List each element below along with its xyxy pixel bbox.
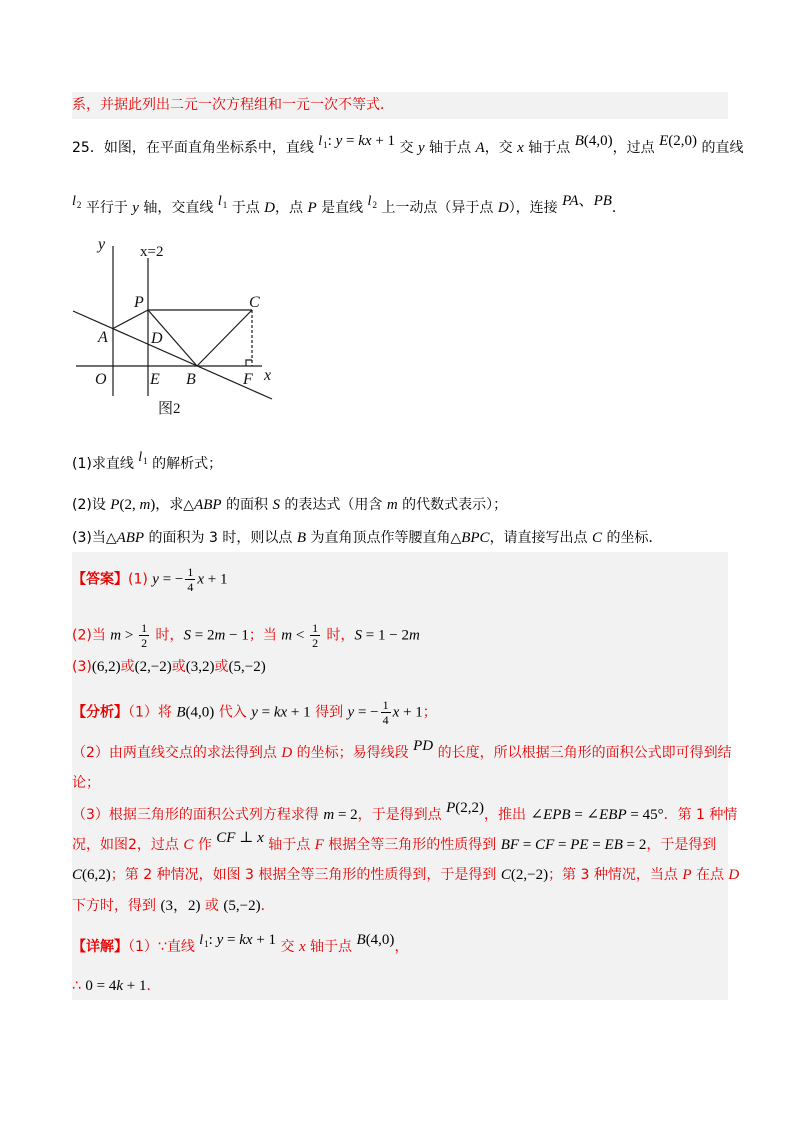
formula: (3,2) (185, 659, 215, 675)
math-variable: x (392, 704, 400, 721)
line-subscript: 1 (323, 140, 328, 150)
question-3 (72, 528, 662, 548)
formula: : y = kx + 1 (327, 133, 396, 149)
text-run: 上一动点（异于点 (376, 200, 498, 216)
math-variable: C (535, 837, 546, 853)
text-run: 在点 (691, 867, 729, 883)
math-variable: F (545, 837, 555, 853)
line-symbol (138, 449, 147, 465)
text-run: （1）∵直线 (128, 939, 200, 955)
math-variable: k (239, 932, 246, 948)
section-heading: 【详解】 (72, 939, 128, 955)
text-run: 或 (200, 898, 224, 914)
formula: y = − (152, 571, 184, 588)
formula: : y = kx + 1 (208, 932, 277, 948)
line-symbol (318, 133, 327, 149)
text-run: 得到 (310, 704, 348, 721)
text-run: ． (260, 898, 275, 914)
formula: (2,−2) (134, 659, 172, 675)
text-run: ，推出 (484, 807, 531, 823)
text-run: ，过点 (612, 140, 660, 156)
italic-symbol: y (132, 200, 139, 216)
fraction (185, 566, 195, 593)
line-subscript: 1 (143, 456, 148, 466)
line-letter: l (138, 450, 143, 465)
text-run: ∴ (72, 978, 86, 994)
formula: B(4,0) (356, 932, 395, 948)
text-run: ，于是得到 (646, 837, 717, 853)
math-variable: y (152, 571, 159, 588)
line-symbol (72, 193, 81, 209)
fraction-denominator: 4 (382, 713, 389, 727)
right-angle-marker (246, 360, 252, 366)
math-variable: F (226, 830, 236, 846)
math-variable: E (579, 837, 589, 853)
italic-symbol: x (298, 939, 306, 955)
italic-symbol: D (281, 745, 293, 761)
text-run: 轴，交直线 (138, 200, 218, 216)
math-variable: x (257, 830, 264, 846)
problem-line-2 (72, 193, 626, 218)
text-run: ；当 (248, 627, 282, 644)
label-point-e: E (150, 371, 160, 388)
formula: CF ⊥ x (216, 830, 264, 846)
formula: ∠EPB = ∠EBP = 45° (530, 807, 664, 823)
italic-symbol: m (386, 497, 398, 513)
fraction-numerator: 1 (312, 621, 319, 635)
line-subscript: 1 (222, 200, 228, 210)
math-variable: x (364, 133, 372, 149)
text-run: 轴于点 (523, 140, 575, 156)
text-run: ．第 1 种情 (663, 807, 738, 823)
formula: x + 1 (392, 704, 423, 721)
label-point-b: B (186, 371, 196, 388)
formula: y = − (347, 704, 379, 721)
formula: S = 2m − 1 (183, 627, 249, 644)
math-variable: D (422, 738, 434, 754)
fraction (139, 622, 149, 649)
italic-symbol: y (417, 140, 425, 156)
fraction-denominator: 2 (312, 636, 319, 650)
math-variable: m (110, 627, 122, 644)
text-run: ，交 (484, 140, 518, 156)
formula: P(2, m) (110, 497, 156, 513)
text-run: 的表达式（用含 (279, 497, 387, 513)
formula: (3，2) (160, 898, 201, 914)
math-variable: B (561, 807, 571, 823)
text-run: 于点 (227, 200, 265, 216)
analysis-line-2b (72, 773, 100, 793)
math-variable: m (139, 497, 151, 513)
text-run: 作 (193, 837, 217, 853)
line-symbol (368, 193, 377, 209)
math-variable: y (335, 133, 343, 149)
formula: (5,−2) (228, 659, 266, 675)
math-variable: F (509, 837, 520, 853)
analysis-line-3a (72, 800, 738, 825)
fraction-denominator: 4 (187, 580, 194, 594)
italic-symbol: D (497, 200, 509, 216)
fraction-numerator: 1 (187, 565, 194, 579)
section-heading: 【答案】 (72, 571, 128, 588)
formula: B(4,0) (574, 133, 613, 149)
text-run: (1) (128, 571, 153, 588)
math-variable: A (569, 193, 579, 209)
analysis-line-1 (72, 698, 437, 727)
italic-symbol: D (728, 867, 740, 883)
math-variable: B (500, 837, 510, 853)
math-variable: P (562, 193, 570, 209)
question-2 (72, 495, 507, 515)
text-run: 的长度，所以根据三角形的面积公式即可得到结 (433, 745, 732, 761)
math-variable: B (608, 807, 618, 823)
formula: m = 2 (323, 807, 358, 823)
text-run: 25．如图，在平面直角坐标系中，直线 (72, 140, 319, 156)
section-heading: 【分析】 (72, 704, 128, 721)
formula: C(6,2) (72, 867, 111, 883)
math-variable: P (593, 193, 603, 209)
fraction-numerator: 1 (382, 698, 389, 712)
fraction-denominator: 2 (141, 636, 148, 650)
text-run: (2)设 (72, 497, 111, 513)
text-run: 的面积为 3 时，则以点 (144, 530, 297, 546)
formula: B(4,0) (176, 704, 215, 721)
text-run: 下方时，得到 (72, 898, 161, 914)
fraction (310, 622, 320, 649)
math-variable: y (251, 704, 258, 721)
text-run: （2）由两直线交点的求法得到点 (72, 745, 282, 761)
segment-cb (197, 310, 252, 366)
label-point-p: P (134, 294, 144, 311)
formula: (6,2) (91, 659, 121, 675)
label-point-d: D (151, 330, 163, 347)
fraction (381, 699, 391, 726)
text-run: ，点 (275, 200, 308, 216)
text-run: 系，并据此列出二元一次方程组和一元一次不等式． (72, 97, 394, 113)
formula: S = 1 − 2m (354, 627, 420, 644)
line-letter: l (318, 134, 323, 149)
text-run: ； (422, 704, 437, 721)
formula: m < (281, 627, 309, 644)
line-letter: l (199, 933, 204, 948)
text-run: 交 (276, 939, 299, 955)
math-variable: E (604, 837, 614, 853)
italic-symbol: C (183, 837, 194, 853)
math-variable: E (659, 133, 669, 149)
text-run: 轴于点 (424, 140, 476, 156)
italic-symbol: D (264, 200, 276, 216)
text-run: 或 (171, 659, 186, 675)
figure-caption: 图2 (158, 401, 181, 417)
math-variable: y (216, 932, 224, 948)
detail-line-2 (72, 976, 160, 996)
text-run: 论； (72, 775, 100, 791)
math-variable: m (323, 807, 335, 823)
analysis-line-3d (72, 896, 275, 916)
answer-line-1 (72, 565, 228, 594)
formula: x + 1 (197, 571, 228, 588)
math-variable: P (617, 807, 627, 823)
math-variable: k (358, 133, 365, 149)
label-point-f: F (243, 371, 253, 388)
math-variable: C (72, 867, 83, 883)
text-run: (1)求直线 (72, 456, 139, 472)
text-run: 的解析式； (147, 456, 223, 472)
formula: BF = CF = PE = EB = 2 (500, 837, 647, 853)
text-run: （3）根据三角形的面积公式列方程求得 (72, 807, 324, 823)
label-point-o: O (95, 371, 107, 388)
analysis-line-2a (72, 738, 732, 763)
question-1 (72, 450, 223, 474)
formula: (5,−2) (223, 898, 261, 914)
formula: PA、PB (562, 193, 612, 209)
italic-symbol: C (592, 530, 603, 546)
text-run: 的坐标；易得线段 (292, 745, 414, 761)
fraction-numerator: 1 (141, 621, 148, 635)
formula: E(2,0) (659, 133, 698, 149)
line-symbol (218, 193, 227, 209)
detail-line-1 (72, 932, 409, 957)
text-run: 时， (322, 627, 355, 644)
math-variable: P (110, 497, 120, 513)
line-subscript: 2 (76, 200, 82, 210)
text-run: (3) (72, 659, 92, 675)
line-letter: l (217, 194, 222, 209)
text-run: (2)当 (72, 627, 111, 644)
answer-line-3 (72, 657, 266, 677)
formula: m > (110, 627, 138, 644)
italic-symbol: ABP (116, 530, 145, 546)
italic-symbol: ABP (194, 497, 222, 513)
math-variable: m (281, 627, 293, 644)
text-run: 或 (214, 659, 229, 675)
text-run: ，请直接写出点 (489, 530, 593, 546)
text-run: 交 (395, 140, 418, 156)
text-run: 是直线 (316, 200, 368, 216)
math-variable: m (214, 627, 226, 644)
math-variable: x (280, 704, 288, 721)
math-variable: P (570, 837, 580, 853)
math-variable: x (197, 571, 205, 588)
math-variable: E (543, 807, 553, 823)
label-x-axis: x (264, 367, 272, 384)
text-run: ，求△ (155, 497, 195, 513)
line-symbol (199, 932, 208, 948)
math-variable: k (273, 704, 281, 721)
italic-symbol: S (272, 497, 280, 513)
text-run: ． (611, 200, 626, 216)
analysis-line-3b (72, 830, 717, 855)
math-variable: P (413, 738, 423, 754)
text-run: 的面积 (221, 497, 273, 513)
math-variable: C (500, 867, 511, 883)
italic-symbol: B (296, 530, 306, 546)
math-variable: E (599, 807, 609, 823)
formula (413, 738, 433, 754)
line-letter: l (72, 194, 76, 209)
label-y-axis: y (98, 236, 106, 253)
math-variable: k (116, 978, 123, 994)
label-point-c: C (249, 294, 260, 311)
text-run: 轴于点 (305, 939, 357, 955)
text-run: 的代数式表示）； (397, 497, 508, 513)
math-variable: B (613, 837, 623, 853)
formula: P(2,2) (446, 800, 485, 816)
text-run: ），连接 (508, 200, 563, 216)
label-line-x2: x=2 (140, 244, 164, 260)
formula: 0 = 4k + 1 (85, 978, 147, 994)
text-run: 代入 (214, 704, 252, 721)
solution-band (72, 552, 728, 1000)
text-run: ；第 3 种情况，当点 (548, 867, 683, 883)
label-point-a: A (98, 329, 108, 346)
text-run: 的直线 (697, 140, 744, 156)
segment-pa (113, 310, 148, 329)
text-run: (3)当△ (72, 530, 117, 546)
italic-symbol: P (307, 200, 317, 216)
analysis-line-3c (72, 865, 739, 885)
math-variable: B (574, 133, 584, 149)
formula: y = kx + 1 (251, 704, 311, 721)
text-run: ． (146, 978, 161, 994)
line-subscript: 1 (204, 939, 209, 949)
italic-symbol: F (314, 837, 324, 853)
formula: C(2,−2) (500, 867, 549, 883)
math-variable: B (356, 932, 366, 948)
text-run: 根据全等三角形的性质得到 (323, 837, 501, 853)
answer-line-2 (72, 621, 420, 650)
top-note (72, 95, 394, 115)
text-run: 况，如图2，过点 (72, 837, 184, 853)
italic-symbol: P (682, 867, 692, 883)
math-variable: m (408, 627, 420, 644)
text-run: （1）将 (128, 704, 177, 721)
math-variable: C (216, 830, 227, 846)
math-variable: B (602, 193, 612, 209)
text-run: ；第 2 种情况，如图 3 根据全等三角形的性质得到，于是得到 (110, 867, 501, 883)
math-variable: B (176, 704, 186, 721)
text-run: 为直角顶点作等腰直角△ (306, 530, 462, 546)
text-run: 平行于 (81, 200, 133, 216)
coordinate-figure (60, 230, 290, 425)
italic-symbol: BPC (461, 530, 490, 546)
italic-symbol: A (475, 140, 485, 156)
text-run: 的坐标． (602, 530, 663, 546)
math-variable: S (354, 627, 363, 644)
problem-line-1 (72, 133, 744, 158)
text-run: 或 (120, 659, 135, 675)
italic-symbol: x (517, 140, 524, 156)
text-run: ， (394, 939, 409, 955)
text-run: 轴于点 (263, 837, 315, 853)
line-subscript: 2 (372, 200, 377, 210)
line-letter: l (367, 194, 372, 209)
math-variable: P (446, 800, 456, 816)
math-variable: y (347, 704, 355, 721)
text-run: ，于是得到点 (357, 807, 447, 823)
math-variable: P (552, 807, 562, 823)
math-variable: x (245, 932, 253, 948)
math-variable: S (183, 627, 192, 644)
text-run: 时， (151, 627, 184, 644)
